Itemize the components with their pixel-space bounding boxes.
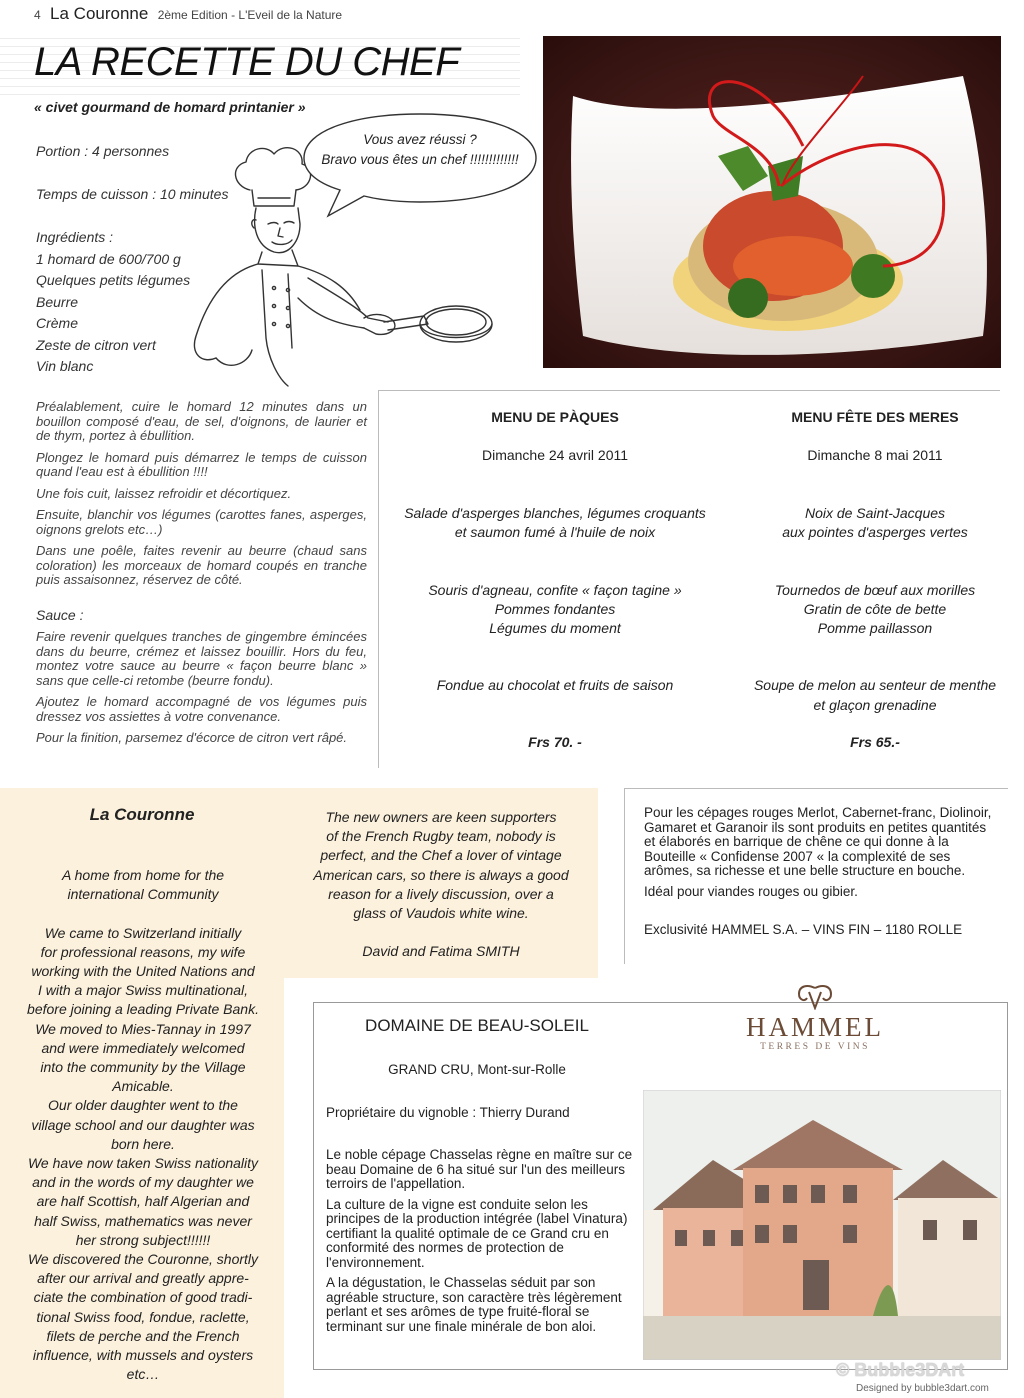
menu-price: Frs 65.- bbox=[850, 734, 900, 751]
menu-course: Soupe de melon au senteur de menthe et glaçon grenadine bbox=[753, 677, 997, 713]
cooking-time: Temps de cuisson : 10 minutes bbox=[36, 186, 229, 202]
testimonial-line: We discovered the Couronne, shortly bbox=[27, 1251, 259, 1268]
wine-paragraph: Pour les cépages rouges Merlot, Cabernet-franc, Diolinoir, Gamaret et Garanoir ils sont produits en petites quantités et élaborés en barrique de chêne ce qui donne à la Bouteille « Confidense 2007 « la complexité de ses arômes, sa richesse et une belle structure en bouche. bbox=[644, 805, 992, 878]
portion-line: Portion : 4 personnes bbox=[36, 143, 170, 159]
step-paragraph: Dans une poêle, faites revenir au beurre (chaud sans coloration) les morceaux de homard coupés en tranche puis assaisonnez, réservez de côté. bbox=[36, 543, 367, 587]
testimonial-line: into the community by the Village bbox=[40, 1059, 246, 1076]
testimonial-line: her strong subject!!!!!! bbox=[75, 1231, 211, 1248]
testimonial-line: We moved to Mies-Tannay in 1997 bbox=[35, 1020, 251, 1037]
testimonial-line: half Swiss, mathematics was never bbox=[34, 1212, 252, 1229]
domaine-paragraph: A la dégustation, le Chasselas séduit par son agréable structure, son caractère très légèrement perlant et ses arômes de type fruité-floral se terminant sur une finale minérale de bon aloi. bbox=[326, 1275, 622, 1334]
testimonial-line: are half Scottish, half Algerian and bbox=[36, 1193, 250, 1210]
menu-easter bbox=[390, 400, 720, 750]
testimonial-line: We came to Switzerland initially bbox=[44, 924, 242, 941]
testimonial-line: I with a major Swiss multinational, bbox=[37, 982, 249, 999]
menu-price: Frs 70. - bbox=[528, 734, 582, 751]
ingredient-item: Vin blanc bbox=[36, 358, 94, 374]
wine-box-border bbox=[624, 788, 625, 964]
menu-course: Noix de Saint-Jacques aux pointes d'asperges vertes bbox=[782, 505, 968, 541]
edition-label: 2ème Edition - L'Eveil de la Nature bbox=[157, 8, 343, 22]
ingredients-list bbox=[36, 227, 190, 378]
testimonial-line: David and Fatima SMITH bbox=[362, 943, 520, 960]
testimonial-line: born here. bbox=[111, 1135, 175, 1152]
testimonial-line: American cars, so there is always a good bbox=[313, 866, 569, 883]
testimonial-line: perfect, and the Chef a lover of vintage bbox=[320, 847, 562, 864]
testimonial-line: influence, with mussels and oysters bbox=[32, 1347, 254, 1364]
testimonial-col2 bbox=[296, 808, 586, 962]
testimonial-line: filets de perche and the French bbox=[46, 1327, 240, 1344]
sauce-paragraph: Ajoutez le homard accompagné de vos légumes puis dressez vos assiettes à votre convenance. bbox=[36, 694, 367, 724]
testimonial-line: A home from home for the bbox=[61, 867, 225, 883]
menu-date: Dimanche 24 avril 2011 bbox=[481, 447, 629, 463]
testimonial-line: We have now taken Swiss nationality bbox=[27, 1155, 259, 1172]
domaine-watercolor bbox=[643, 1090, 1001, 1360]
wine-box-border bbox=[624, 788, 1008, 789]
menu-course: Tournedos de bœuf aux morilles Gratin de côte de bette Pomme paillasson bbox=[774, 581, 976, 637]
testimonial-line: Amicable. bbox=[112, 1078, 174, 1095]
domaine-owner: Propriétaire du vignoble : Thierry Durand bbox=[326, 1105, 570, 1120]
sauce-label: Sauce : bbox=[36, 606, 84, 623]
testimonial-line: and were immediately welcomed bbox=[41, 1039, 245, 1056]
testimonial-line: glass of Vaudois white wine. bbox=[353, 905, 529, 922]
ram-head-icon bbox=[793, 982, 837, 1010]
page-header bbox=[34, 4, 342, 24]
testimonial-line bbox=[296, 923, 586, 942]
step-paragraph: Préalablement, cuire le homard 12 minutes dans un bouillon composé d'eau, de sel, d'oignons, de laurier et de thym, portez à ébullition. bbox=[36, 399, 367, 443]
testimonial-line: Our older daughter went to the bbox=[48, 1097, 238, 1114]
menu-date: Dimanche 8 mai 2011 bbox=[807, 447, 943, 463]
testimonial-line: and in the words of my daughter we bbox=[32, 1174, 254, 1191]
menu-mothers-day bbox=[730, 400, 1020, 750]
sauce-paragraph: Pour la finition, parsemez d'écorce de citron vert râpé. bbox=[36, 730, 348, 745]
recipe-title: LA RECETTE DU CHEF bbox=[34, 40, 460, 84]
testimonial-line: before joining a leading Private Bank. bbox=[27, 1001, 259, 1018]
bubble-text: Vous avez réussi ? Bravo vous êtes un chef !!!!!!!!!!!!! bbox=[321, 132, 519, 167]
menu-box-border bbox=[378, 390, 1000, 391]
page-number: 4 bbox=[34, 8, 41, 22]
menu-course: Salade d'asperges blanches, légumes croquants et saumon fumé à l'huile de noix bbox=[404, 505, 706, 541]
domaine-paragraph: Le noble cépage Chasselas règne en maître sur ce beau Domaine de 6 ha situé sur l'un des meilleurs terroirs de l'appellation. bbox=[326, 1147, 633, 1191]
sauce-paragraph: Faire revenir quelques tranches de gingembre émincées dans du beurre, crémez et laissez bouillir. Hors du feu, montez votre sauce au beurre « façon beurre blanc » sans que celle-ci retombe (beurre fondu). bbox=[36, 629, 367, 688]
wine-paragraph: Idéal pour viandes rouges ou gibier. bbox=[644, 883, 858, 899]
domaine-description bbox=[326, 1148, 634, 1340]
testimonial-line: reason for a lively discussion, over a bbox=[328, 885, 554, 902]
domaine-paragraph: La culture de la vigne est conduite selon les principes de la production intégrée (label Vinatura) certifiant la qualité optimale de ce Grand cru en conformité des normes de protection de l'environnement. bbox=[326, 1196, 628, 1270]
domaine-subtitle: GRAND CRU, Mont-sur-Rolle bbox=[388, 1062, 566, 1077]
recipe-subtitle: « civet gourmand de homard printanier » bbox=[34, 99, 306, 115]
testimonial-line: of the French Rugby team, nobody is bbox=[326, 828, 556, 845]
ingredient-item: Zeste de citron vert bbox=[36, 336, 156, 353]
testimonial-line: for professional reasons, my wife bbox=[40, 943, 246, 960]
step-paragraph: Une fois cuit, laissez refroidir et décortiquez. bbox=[36, 485, 292, 501]
hammel-logo-name: HAMMEL bbox=[746, 1012, 884, 1042]
testimonial-line: after our arrival and greatly appre- bbox=[37, 1270, 249, 1287]
menu-title: MENU DE PÀQUES bbox=[491, 409, 619, 425]
ingredient-item: Quelques petits légumes bbox=[36, 272, 191, 288]
testimonial-line bbox=[14, 904, 272, 923]
menu-box-border bbox=[378, 390, 379, 768]
menu-course: Souris d'agneau, confite « façon tagine » Pommes fondantes Légumes du moment bbox=[428, 581, 682, 637]
step-paragraph: Ensuite, blanchir vos légumes (carottes fanes, asperges, oignons grelots etc…) bbox=[36, 507, 367, 537]
wine-description bbox=[644, 806, 1000, 944]
recipe-steps bbox=[36, 400, 367, 753]
lobster-dish-photo bbox=[543, 36, 1001, 368]
testimonial-line: village school and our daughter was bbox=[31, 1116, 255, 1133]
wine-exclusivity: Exclusivité HAMMEL S.A. – VINS FIN – 1180 ROLLE bbox=[644, 922, 963, 937]
domaine-title: DOMAINE DE BEAU-SOLEIL bbox=[365, 1016, 589, 1035]
magazine-name: La Couronne bbox=[50, 4, 149, 23]
ingredient-item: Beurre bbox=[36, 293, 79, 310]
ingredients-label: Ingrédients : bbox=[36, 229, 114, 245]
ingredient-item: 1 homard de 600/700 g bbox=[36, 250, 181, 267]
testimonial-line: etc… bbox=[126, 1366, 160, 1383]
designed-by: Designed by bubble3dart.com bbox=[856, 1383, 989, 1394]
testimonial-line: tional Swiss food, fondue, raclette, bbox=[36, 1308, 250, 1325]
menu-course: Fondue au chocolat et fruits de saison bbox=[436, 677, 674, 694]
testimonial-title: La Couronne bbox=[89, 805, 195, 824]
testimonial-col1 bbox=[14, 866, 272, 1384]
ingredient-item: Crème bbox=[36, 315, 79, 331]
testimonial-line: ciate the combination of good tradi- bbox=[33, 1289, 253, 1306]
hammel-logo-tagline: TERRES DE VINS bbox=[760, 1042, 870, 1052]
testimonial-line: The new owners are keen supporters bbox=[325, 809, 557, 825]
watermark: © Bubble3DArt bbox=[836, 1360, 965, 1380]
testimonial-line: international Community bbox=[67, 886, 219, 903]
testimonial-line: working with the United Nations and bbox=[31, 963, 255, 980]
step-paragraph: Plongez le homard puis démarrez le temps de cuisson quand l'eau est à ébullition !!!! bbox=[36, 449, 367, 479]
menu-title: MENU FÊTE DES MERES bbox=[791, 409, 959, 425]
